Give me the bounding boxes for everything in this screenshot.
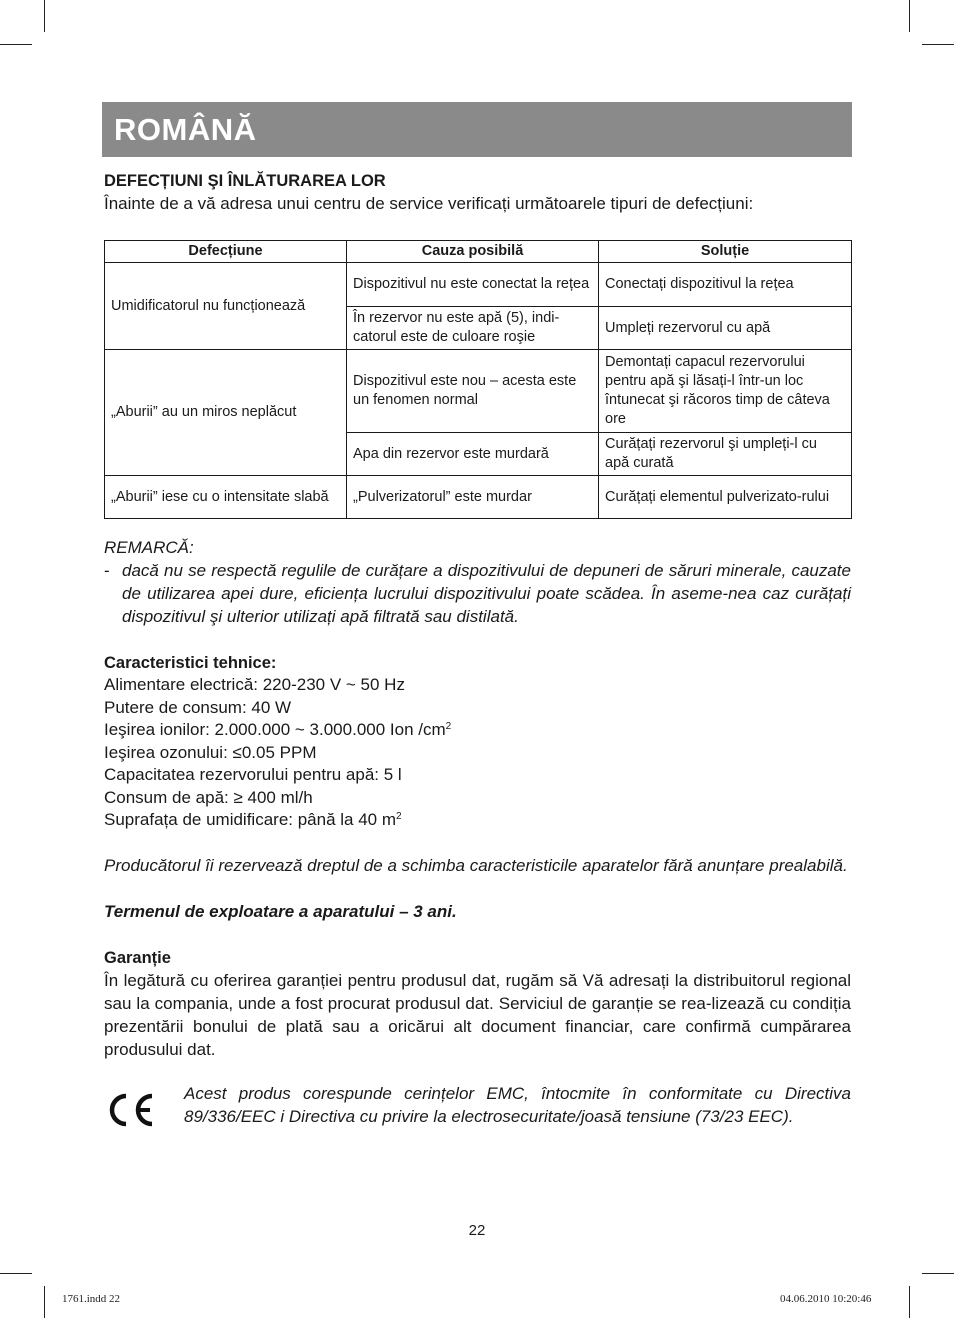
crop-mark bbox=[0, 1273, 32, 1274]
warranty-section bbox=[104, 947, 851, 1061]
remark-dash: - bbox=[104, 561, 110, 580]
fault-cell: Umidificatorul nu funcționează bbox=[105, 263, 347, 350]
column-header: Defecțiune bbox=[105, 241, 347, 263]
crop-mark bbox=[44, 0, 45, 32]
solution-cell: Demontați capacul rezervorului pentru apă şi lăsați-l într-un loc întunecat şi răcoros timp de câteva ore bbox=[599, 350, 852, 433]
crop-mark bbox=[922, 1273, 954, 1274]
cause-cell: În rezervor nu este apă (5), indi-catorul este de culoare roşie bbox=[347, 307, 599, 350]
superscript: 2 bbox=[445, 721, 452, 732]
cause-cell: Dispozitivul nu este conectat la rețea bbox=[347, 263, 599, 307]
superscript: 2 bbox=[396, 811, 402, 822]
fault-cell: „Aburii” au un miros neplăcut bbox=[105, 350, 347, 476]
lifetime-note: Termenul de exploatare a aparatului – 3 ani. bbox=[104, 901, 457, 921]
spec-ion-output-text: Ieşirea ionilor: 2.000.000 ~ 3.000.000 Ion /cm bbox=[104, 720, 446, 739]
table-row bbox=[105, 476, 852, 519]
spec-tank: Capacitatea rezervorului pentru apă: 5 l bbox=[104, 765, 402, 784]
troubleshooting-table bbox=[104, 240, 852, 519]
language-banner bbox=[102, 102, 852, 157]
footer-timestamp: 04.06.2010 10:20:46 bbox=[780, 1293, 872, 1305]
page-content bbox=[104, 170, 851, 1133]
column-header: Soluție bbox=[599, 241, 852, 263]
crop-mark bbox=[44, 1286, 45, 1318]
crop-mark bbox=[922, 44, 954, 45]
warranty-text: În legătură cu oferirea garanției pentru produsul dat, rugăm să Vă adresați la distribuitorul regional sau la compania, unde a fost procurat produsul dat. Serviciul de garanție se rea-lizează cu condiția prezentării bonului de plată sau a oricărui alt document financiar, care confirmă cumpărarea produsului dat. bbox=[104, 970, 851, 1059]
table-header-row bbox=[105, 241, 852, 263]
troubleshooting-title: DEFECȚIUNI ŞI ÎNLĂTURAREA LOR bbox=[104, 172, 386, 190]
remark-text: dacă nu se respectă regulile de curățare a dispozitivului de depuneri de săruri minerale, cauzate de utilizarea apei dure, eficiența lucrului dispozitivului poate scădea. În aseme-nea caz curățați dispozitivul şi ulterior utilizați apă filtrată sau distilată. bbox=[122, 561, 851, 626]
cause-cell: „Pulverizatorul” este murdar bbox=[347, 476, 599, 519]
cause-cell: Dispozitivul este nou – acesta este un fenomen normal bbox=[347, 350, 599, 433]
crop-mark bbox=[0, 44, 32, 45]
solution-cell: Curățați elementul pulverizato-rului bbox=[599, 476, 852, 519]
solution-cell: Conectați dispozitivul la rețea bbox=[599, 263, 852, 307]
fault-cell: „Aburii” iese cu o intensitate slabă bbox=[105, 476, 347, 519]
compliance-text: Acest produs corespunde cerințelor EMC, întocmite în conformitate cu Directiva 89/336/EEC i Directiva cu privire la electrosecuritate/joasă tensiune (73/23 EEC). bbox=[184, 1083, 851, 1126]
solution-cell: Umpleți rezervorul cu apă bbox=[599, 307, 852, 350]
spec-water-use: Consum de apă: ≥ 400 ml/h bbox=[104, 787, 313, 807]
table-row bbox=[105, 350, 852, 433]
table-row bbox=[105, 263, 852, 307]
specs-section bbox=[104, 652, 851, 832]
warranty-title: Garanție bbox=[104, 948, 171, 967]
manufacturer-note: Producătorul îi rezervează dreptul de a schimba caracteristicile aparatelor fără anunțare prealabilă. bbox=[104, 855, 848, 875]
footer-file: 1761.indd 22 bbox=[62, 1293, 121, 1305]
cause-cell: Apa din rezervor este murdară bbox=[347, 433, 599, 476]
ce-mark-icon bbox=[104, 1082, 184, 1133]
column-header: Cauza posibilă bbox=[347, 241, 599, 263]
specs-title: Caracteristici tehnice: bbox=[104, 654, 277, 672]
solution-cell: Curățați rezervorul şi umpleți-l cu apă curată bbox=[599, 433, 852, 476]
spec-area-text: Suprafața de umidificare: până la 40 m bbox=[104, 810, 397, 829]
crop-mark bbox=[909, 0, 910, 32]
compliance-section bbox=[104, 1082, 851, 1133]
page-number: 22 bbox=[468, 1222, 486, 1239]
spec-power-supply: Alimentare electrică: 220-230 V ~ 50 Hz bbox=[104, 675, 405, 694]
spec-consumption: Putere de consum: 40 W bbox=[104, 697, 292, 717]
spec-ozone: Ieşirea ozonului: ≤0.05 PPM bbox=[104, 742, 317, 762]
crop-mark bbox=[909, 1286, 910, 1318]
spec-ion-output bbox=[104, 719, 851, 742]
spec-area bbox=[104, 809, 851, 832]
language-title: ROMÂNĂ bbox=[114, 112, 257, 147]
remark-item bbox=[104, 559, 851, 628]
remark-label: REMARCĂ: bbox=[104, 538, 194, 557]
troubleshooting-intro: Înainte de a vă adresa unui centru de service verificați următoarele tipuri de defecțiuni: bbox=[104, 194, 754, 213]
